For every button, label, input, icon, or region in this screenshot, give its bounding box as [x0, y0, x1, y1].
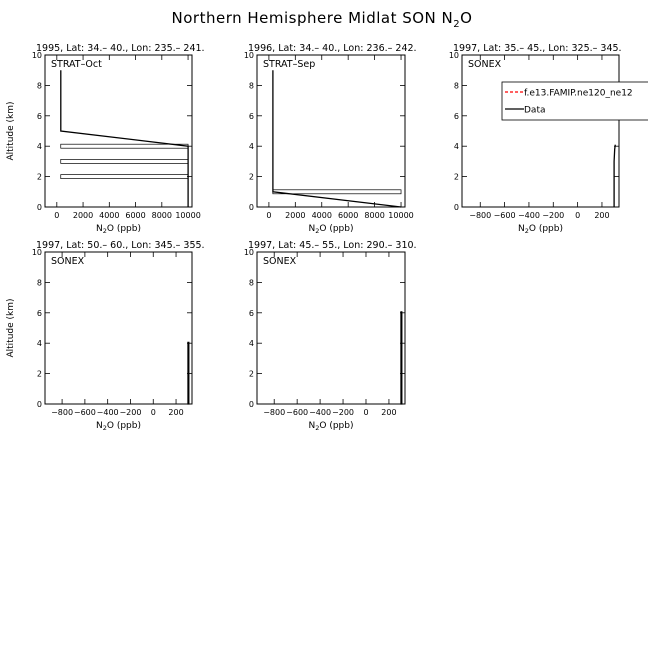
y-tick-label: 0	[36, 203, 42, 212]
x-tick-label: 10000	[388, 211, 414, 220]
plot-frame	[45, 55, 192, 207]
x-tick-label: −200	[119, 408, 142, 417]
x-tick-label: 2000	[72, 211, 94, 220]
x-tick-label: 0	[54, 211, 60, 220]
x-tick-label: 8000	[364, 211, 385, 220]
y-tick-label: 2	[248, 172, 254, 182]
legend	[502, 82, 648, 120]
panel	[6, 240, 205, 432]
y-axis-label: Altitude (km)	[6, 101, 16, 161]
y-tick-label: 6	[248, 111, 254, 121]
error-bar	[61, 159, 188, 163]
y-tick-label: 4	[248, 142, 254, 152]
x-tick-label: 0	[363, 408, 369, 417]
panel-label: STRAT–Oct	[51, 59, 102, 70]
y-tick-label: 0	[248, 203, 254, 212]
plot-frame	[45, 252, 192, 404]
error-bar	[273, 190, 401, 194]
figure-title	[172, 9, 473, 30]
y-tick-label: 10	[243, 51, 254, 60]
x-tick-label: −600	[286, 408, 309, 417]
y-tick-label: 6	[453, 111, 459, 121]
panel-title: 1997, Lat: 50.– 60., Lon: 345.– 355.	[36, 240, 205, 251]
y-tick-label: 8	[36, 81, 42, 91]
x-tick-label: −400	[517, 211, 540, 220]
data-line	[401, 311, 402, 404]
x-tick-label: 200	[168, 408, 184, 417]
data-line	[188, 342, 189, 404]
x-tick-label: −600	[493, 211, 516, 220]
y-tick-label: 6	[36, 111, 42, 121]
y-tick-label: 8	[453, 81, 459, 91]
x-tick-label: 200	[594, 211, 610, 220]
x-tick-label: 2000	[285, 211, 306, 220]
panel	[449, 43, 622, 235]
error-bar	[61, 175, 188, 179]
x-tick-label: 4000	[311, 211, 332, 220]
y-tick-label: 4	[453, 142, 459, 152]
y-tick-label: 2	[248, 369, 254, 379]
y-axis-label: Altitude (km)	[6, 298, 16, 358]
x-tick-label: −800	[469, 211, 492, 220]
y-tick-label: 10	[448, 51, 459, 60]
y-tick-label: 6	[36, 308, 42, 318]
x-tick-label: 4000	[99, 211, 120, 220]
panel	[6, 43, 205, 235]
y-tick-label: 4	[36, 339, 42, 349]
x-tick-label: −400	[96, 408, 119, 417]
x-axis-label: $N_2O$ (ppb)	[308, 421, 354, 432]
panel	[244, 43, 417, 235]
x-tick-label: −800	[263, 408, 286, 417]
x-tick-label: 0	[575, 211, 581, 220]
y-tick-label: 8	[36, 278, 42, 288]
y-tick-label: 10	[31, 51, 42, 60]
x-tick-label: 200	[381, 408, 397, 417]
y-tick-label: 0	[453, 203, 459, 212]
panel	[244, 240, 417, 432]
x-tick-label: 0	[266, 211, 272, 220]
y-tick-label: 2	[453, 172, 459, 182]
data-line	[614, 145, 615, 207]
x-tick-label: 6000	[125, 211, 146, 220]
plot-frame	[257, 252, 405, 404]
panel-label: STRAT–Sep	[263, 59, 316, 70]
y-tick-label: 10	[243, 248, 254, 257]
figure-title-main: Northern Hemisphere Midlat SON N	[171, 9, 454, 27]
panel-label: SONEX	[263, 256, 297, 267]
data-line	[61, 70, 188, 207]
y-tick-label: 2	[36, 369, 42, 379]
panel-title: 1995, Lat: 34.– 40., Lon: 235.– 241.	[36, 43, 205, 54]
y-tick-label: 2	[36, 172, 42, 182]
x-axis-label: $N_2O$ (ppb)	[96, 421, 141, 432]
panel-title: 1996, Lat: 34.– 40., Lon: 236.– 242.	[248, 43, 417, 54]
x-tick-label: 0	[150, 408, 156, 417]
x-tick-label: −200	[332, 408, 355, 417]
panel-title: 1997, Lat: 35.– 45., Lon: 325.– 345.	[453, 43, 622, 54]
legend-label: Data	[524, 105, 546, 116]
y-tick-label: 8	[248, 278, 254, 288]
plot-frame	[257, 55, 405, 207]
x-axis-label: $N_2O$ (ppb)	[308, 224, 354, 235]
y-tick-label: 4	[36, 142, 42, 152]
legend-label: f.e13.FAMIP.ne120_ne12	[524, 88, 633, 99]
x-tick-label: −800	[51, 408, 74, 417]
panel-label: SONEX	[468, 59, 502, 70]
x-axis-label: $N_2O$ (ppb)	[96, 224, 141, 235]
figure-title-end: O	[460, 9, 473, 27]
x-tick-label: −200	[542, 211, 565, 220]
x-tick-label: −400	[309, 408, 332, 417]
panel-title: 1997, Lat: 45.– 55., Lon: 290.– 310.	[248, 240, 417, 251]
x-axis-label: $N_2O$ (ppb)	[518, 224, 563, 235]
y-tick-label: 8	[248, 81, 254, 91]
y-tick-label: 0	[248, 400, 254, 409]
plot-frame	[462, 55, 619, 207]
x-tick-label: 6000	[337, 211, 359, 220]
x-tick-label: 10000	[175, 211, 201, 220]
x-tick-label: −600	[73, 408, 96, 417]
y-tick-label: 10	[31, 248, 42, 257]
data-line	[273, 70, 401, 207]
error-bar	[61, 144, 188, 148]
panel-label: SONEX	[51, 256, 85, 267]
x-tick-label: 8000	[151, 211, 172, 220]
y-tick-label: 0	[36, 400, 42, 409]
y-tick-label: 6	[248, 308, 254, 318]
y-tick-label: 4	[248, 339, 254, 349]
figure-title-subscript: 2	[453, 19, 461, 30]
